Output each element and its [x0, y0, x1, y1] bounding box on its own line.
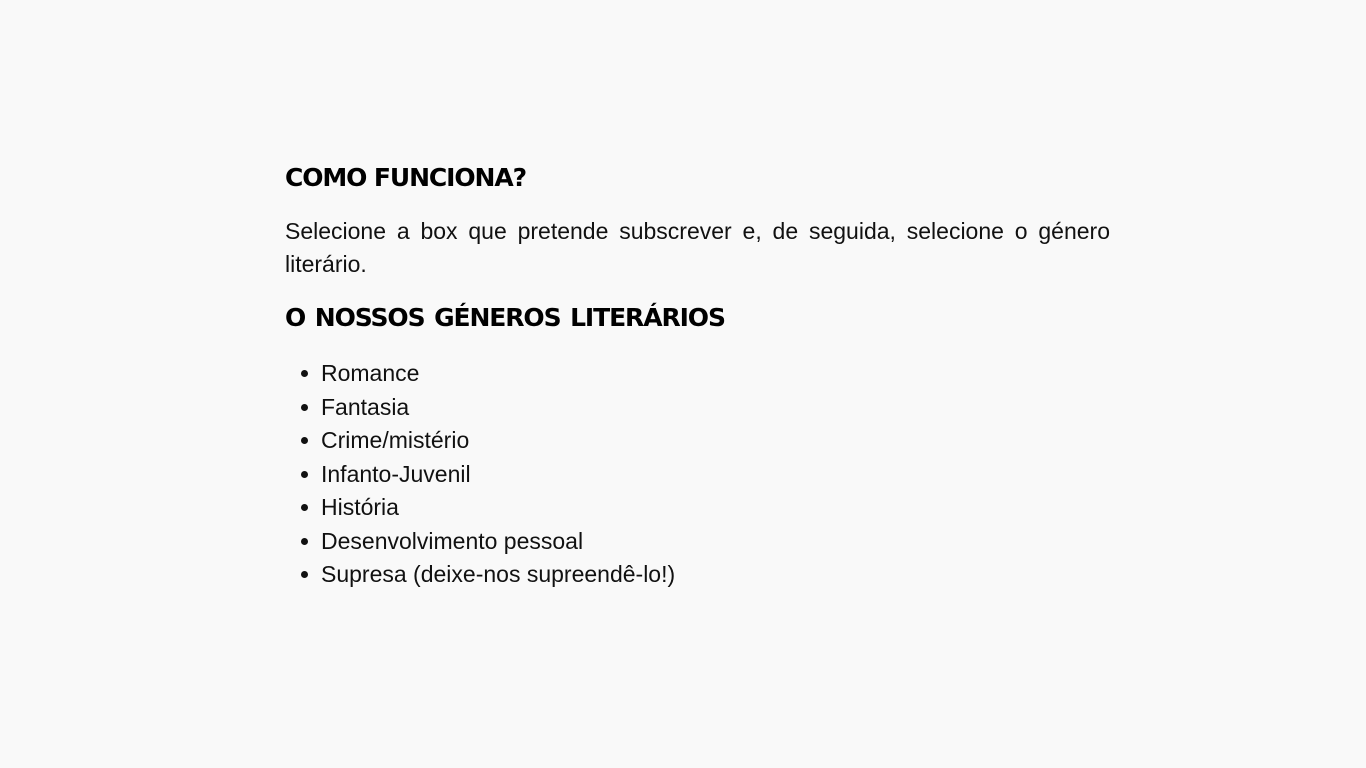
- genre-item-crime-misterio: [321, 424, 1110, 458]
- genre-item-romance: [321, 357, 1110, 391]
- bullet-icon: [301, 538, 308, 545]
- bullet-icon: [301, 370, 308, 377]
- genre-item-historia: [321, 491, 1110, 525]
- genre-item-surpresa: [321, 558, 1110, 592]
- genre-label: Crime/mistério: [321, 427, 470, 453]
- genre-label: Desenvolvimento pessoal: [321, 527, 584, 554]
- bullet-icon: [301, 437, 308, 444]
- how-it-works-heading: COMO FUNCIONA?: [285, 163, 527, 192]
- main-content: [285, 160, 1110, 592]
- genre-label: Romance: [321, 360, 420, 386]
- genre-label: Supresa (deixe-nos supreendê-lo!): [321, 561, 676, 587]
- bullet-icon: [301, 571, 308, 578]
- bullet-icon: [301, 504, 308, 511]
- genre-list: [285, 357, 1110, 592]
- genre-item-infanto-juvenil: [321, 458, 1110, 492]
- how-it-works-text: Selecione a box que pretende subscrever e, de seguida, selecione o género literário.: [285, 218, 1110, 277]
- bullet-icon: [301, 404, 308, 411]
- bullet-icon: [301, 471, 308, 478]
- genre-item-fantasia: [321, 391, 1110, 425]
- genre-label: Fantasia: [321, 393, 410, 420]
- genre-item-desenvolvimento-pessoal: [321, 525, 1110, 559]
- genre-label: Infanto-Juvenil: [321, 460, 471, 487]
- genres-heading: O NOSSOS GÉNEROS LITERÁRIOS: [285, 303, 725, 332]
- genre-label: História: [321, 494, 399, 520]
